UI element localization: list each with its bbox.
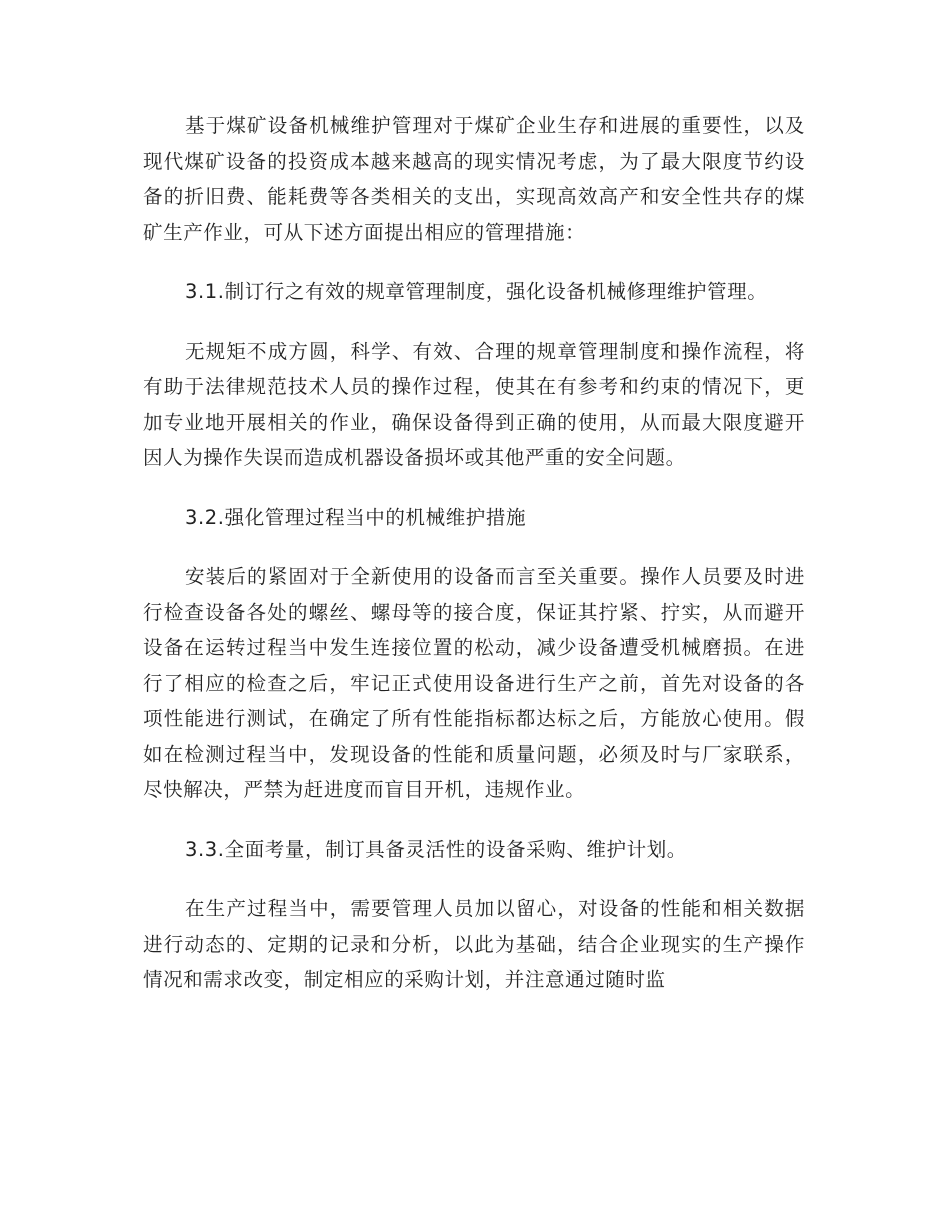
section-heading-3-3: 3.3.全面考量，制订具备灵活性的设备采购、维护计划。 <box>185 837 687 861</box>
section-heading-3-2: 3.2.强化管理过程当中的机械维护措施 <box>185 505 527 529</box>
intro-paragraph: 基于煤矿设备机械维护管理对于煤矿企业生存和进展的重要性，以及现代煤矿设备的投资成本越来越高的现实情况考虑，为了最大限度节约设备的折旧费、能耗费等各类相关的支出，实现高效高产和安全性共存的煤矿生产作业，可从下述方面提出相应的管理措施： <box>143 114 805 244</box>
document-body <box>143 108 805 1022</box>
section-3-2-paragraph: 安装后的紧固对于全新使用的设备而言至关重要。操作人员要及时进行检查设备各处的螺丝、螺母等的接合度，保证其拧紧、拧实，从而避开设备在运转过程当中发生连接位置的松动，减少设备遭受机械磨损。在进行了相应的检查之后，牢记正式使用设备进行生产之前，首先对设备的各项性能进行测试，在确定了所有性能指标都达标之后，方能放心使用。假如在检测过程当中，发现设备的性能和质量问题，必须及时与厂家联系，尽快解决，严禁为赶进度而盲目开机，违规作业。 <box>143 565 805 801</box>
section-3-1-paragraph: 无规矩不成方圆，科学、有效、合理的规章管理制度和操作流程，将有助于法律规范技术人员的操作过程，使其在有参考和约束的情况下，更加专业地开展相关的作业，确保设备得到正确的使用，从而最大限度避开因人为操作失误而造成机器设备损坏或其他严重的安全问题。 <box>143 339 805 469</box>
section-heading-3-1: 3.1.制订行之有效的规章管理制度，强化设备机械修理维护管理。 <box>185 280 768 303</box>
section-3-3-paragraph: 在生产过程当中，需要管理人员加以留心，对设备的性能和相关数据进行动态的、定期的记录和分析，以此为基础，结合企业现实的生产操作情况和需求改变，制定相应的采购计划，并注意通过随时监 <box>143 897 805 991</box>
